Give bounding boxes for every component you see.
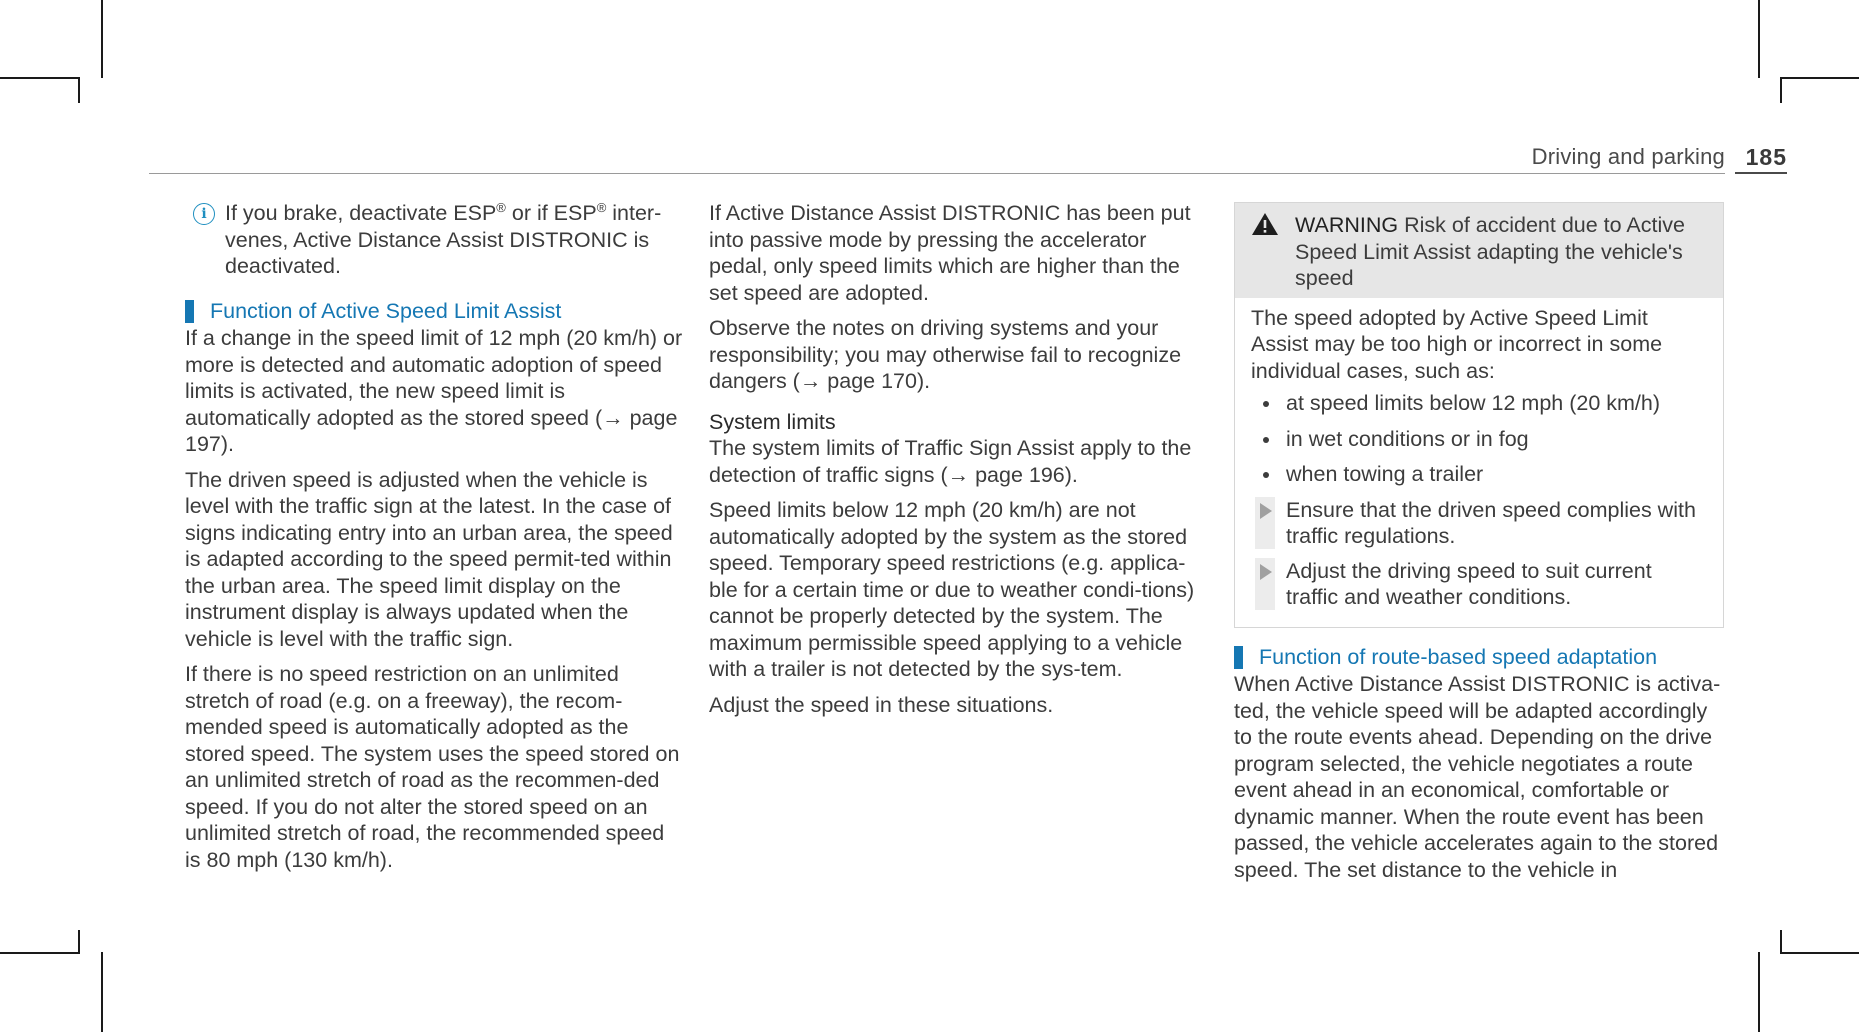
paragraph: When Active Distance Assist DISTRONIC is activa-ted, the vehicle speed will be adapted accordingly to the route events ahead. Depending on the drive program selected, the vehicle negotiates a route event ahead in an economical, comfortable or dynamic manner. When the route event has been passed, the vehicle accelerates again to the stored speed. The set distance to the vehicle in bbox=[1234, 672, 1721, 882]
paragraph: Adjust the speed in these situations. bbox=[709, 692, 1054, 717]
crop-mark bbox=[1781, 77, 1859, 79]
action-item: Ensure that the driven speed complies with traffic regulations. bbox=[1251, 497, 1705, 550]
warning-bullet-list bbox=[1251, 390, 1705, 488]
header-rule bbox=[149, 173, 1725, 174]
paragraph: The driven speed is adjusted when the vehicle is level with the traffic sign at the latest. In the case of signs indicating entry into an urban area, the speed is adapted according to the speed permit-ted within the urban area. The speed limit display on the instrument display is always updated when the vehicle is level with the traffic sign. bbox=[185, 467, 673, 651]
warning-box bbox=[1234, 202, 1724, 628]
crop-mark bbox=[1758, 952, 1760, 1032]
crop-mark bbox=[1780, 930, 1782, 954]
list-item: at speed limits below 12 mph (20 km/h) bbox=[1251, 390, 1705, 417]
list-item: when towing a trailer bbox=[1251, 461, 1705, 488]
crop-mark bbox=[1780, 77, 1782, 103]
info-note bbox=[185, 200, 685, 280]
column-middle bbox=[709, 200, 1207, 727]
paragraph: Observe the notes on driving systems and your responsibility; you may otherwise fail to recognize dangers (→ page 170). bbox=[709, 316, 1182, 393]
paragraph: Speed limits below 12 mph (20 km/h) are not automatically adopted by the system as the stored speed. Temporary speed restrictions (e.g. applica-ble for a certain time or due to weather condi-tions) cannot be properly detected by the system. The maximum permissible speed applying to a vehicle with a trailer is not detected by the sys-tem. bbox=[709, 498, 1195, 681]
info-icon: i bbox=[193, 203, 215, 225]
warning-triangle-icon bbox=[1251, 211, 1279, 237]
column-right bbox=[1234, 200, 1724, 892]
section-marker bbox=[1234, 646, 1243, 669]
warning-label: WARNING bbox=[1295, 213, 1399, 237]
crop-mark bbox=[101, 0, 103, 78]
section-heading-speed-limit-assist: Function of Active Speed Limit Assist bbox=[185, 298, 685, 325]
crop-mark bbox=[101, 952, 103, 1032]
paragraph: If there is no speed restriction on an unlimited stretch of road (e.g. on a freeway), the recom-mended speed is automatically adopted as the stored speed. The system uses the speed stored on an unlimited stretch of road as the recommen-ded speed. If you do not alter the stored speed on an unlimited stretch of road, the recommended speed is 80 mph (130 km/h). bbox=[185, 662, 680, 872]
action-item: Adjust the driving speed to suit current traffic and weather conditions. bbox=[1251, 558, 1705, 611]
warning-action-list bbox=[1251, 497, 1705, 611]
crop-mark bbox=[78, 77, 80, 103]
note-text: If you brake, deactivate ESP® or if ESP® inter-venes, Active Distance Assist DISTRONIC is deactivated. bbox=[225, 199, 662, 278]
crop-mark bbox=[0, 952, 78, 954]
crop-mark bbox=[1781, 952, 1859, 954]
warning-header bbox=[1235, 203, 1723, 298]
warning-intro: The speed adopted by Active Speed Limit Assist may be too high or incorrect in some individual cases, such as: bbox=[1251, 305, 1663, 383]
page-number-rule bbox=[1735, 172, 1787, 174]
warning-body bbox=[1235, 298, 1723, 627]
section-heading-route-based: Function of route-based speed adaptation bbox=[1234, 644, 1724, 671]
column-left bbox=[185, 200, 685, 882]
crop-mark bbox=[78, 930, 80, 954]
action-arrow-icon bbox=[1255, 497, 1275, 549]
crop-mark bbox=[0, 77, 78, 79]
crop-mark bbox=[1758, 0, 1760, 78]
paragraph: If Active Distance Assist DISTRONIC has been put into passive mode by pressing the accelerator pedal, only speed limits which are higher than the set speed are adopted. bbox=[709, 201, 1191, 305]
paragraph: If a change in the speed limit of 12 mph (20 km/h) or more is detected and automatic adoption of speed limits is activated, the new speed limit is automatically adopted as the stored speed (→ page 197). bbox=[185, 326, 683, 456]
page-number: 185 bbox=[1745, 144, 1787, 170]
section-marker bbox=[185, 300, 194, 323]
list-item: in wet conditions or in fog bbox=[1251, 426, 1705, 453]
paragraph: The system limits of Traffic Sign Assist apply to the detection of traffic signs (→ page 196). bbox=[709, 436, 1192, 487]
action-arrow-icon bbox=[1255, 558, 1275, 610]
sub-heading-system-limits: System limits bbox=[709, 409, 836, 434]
running-header-title: Driving and parking bbox=[1531, 144, 1725, 169]
warning-title: Risk of accident due to Active Speed Limit Assist adapting the vehicle's speed bbox=[1295, 213, 1685, 290]
